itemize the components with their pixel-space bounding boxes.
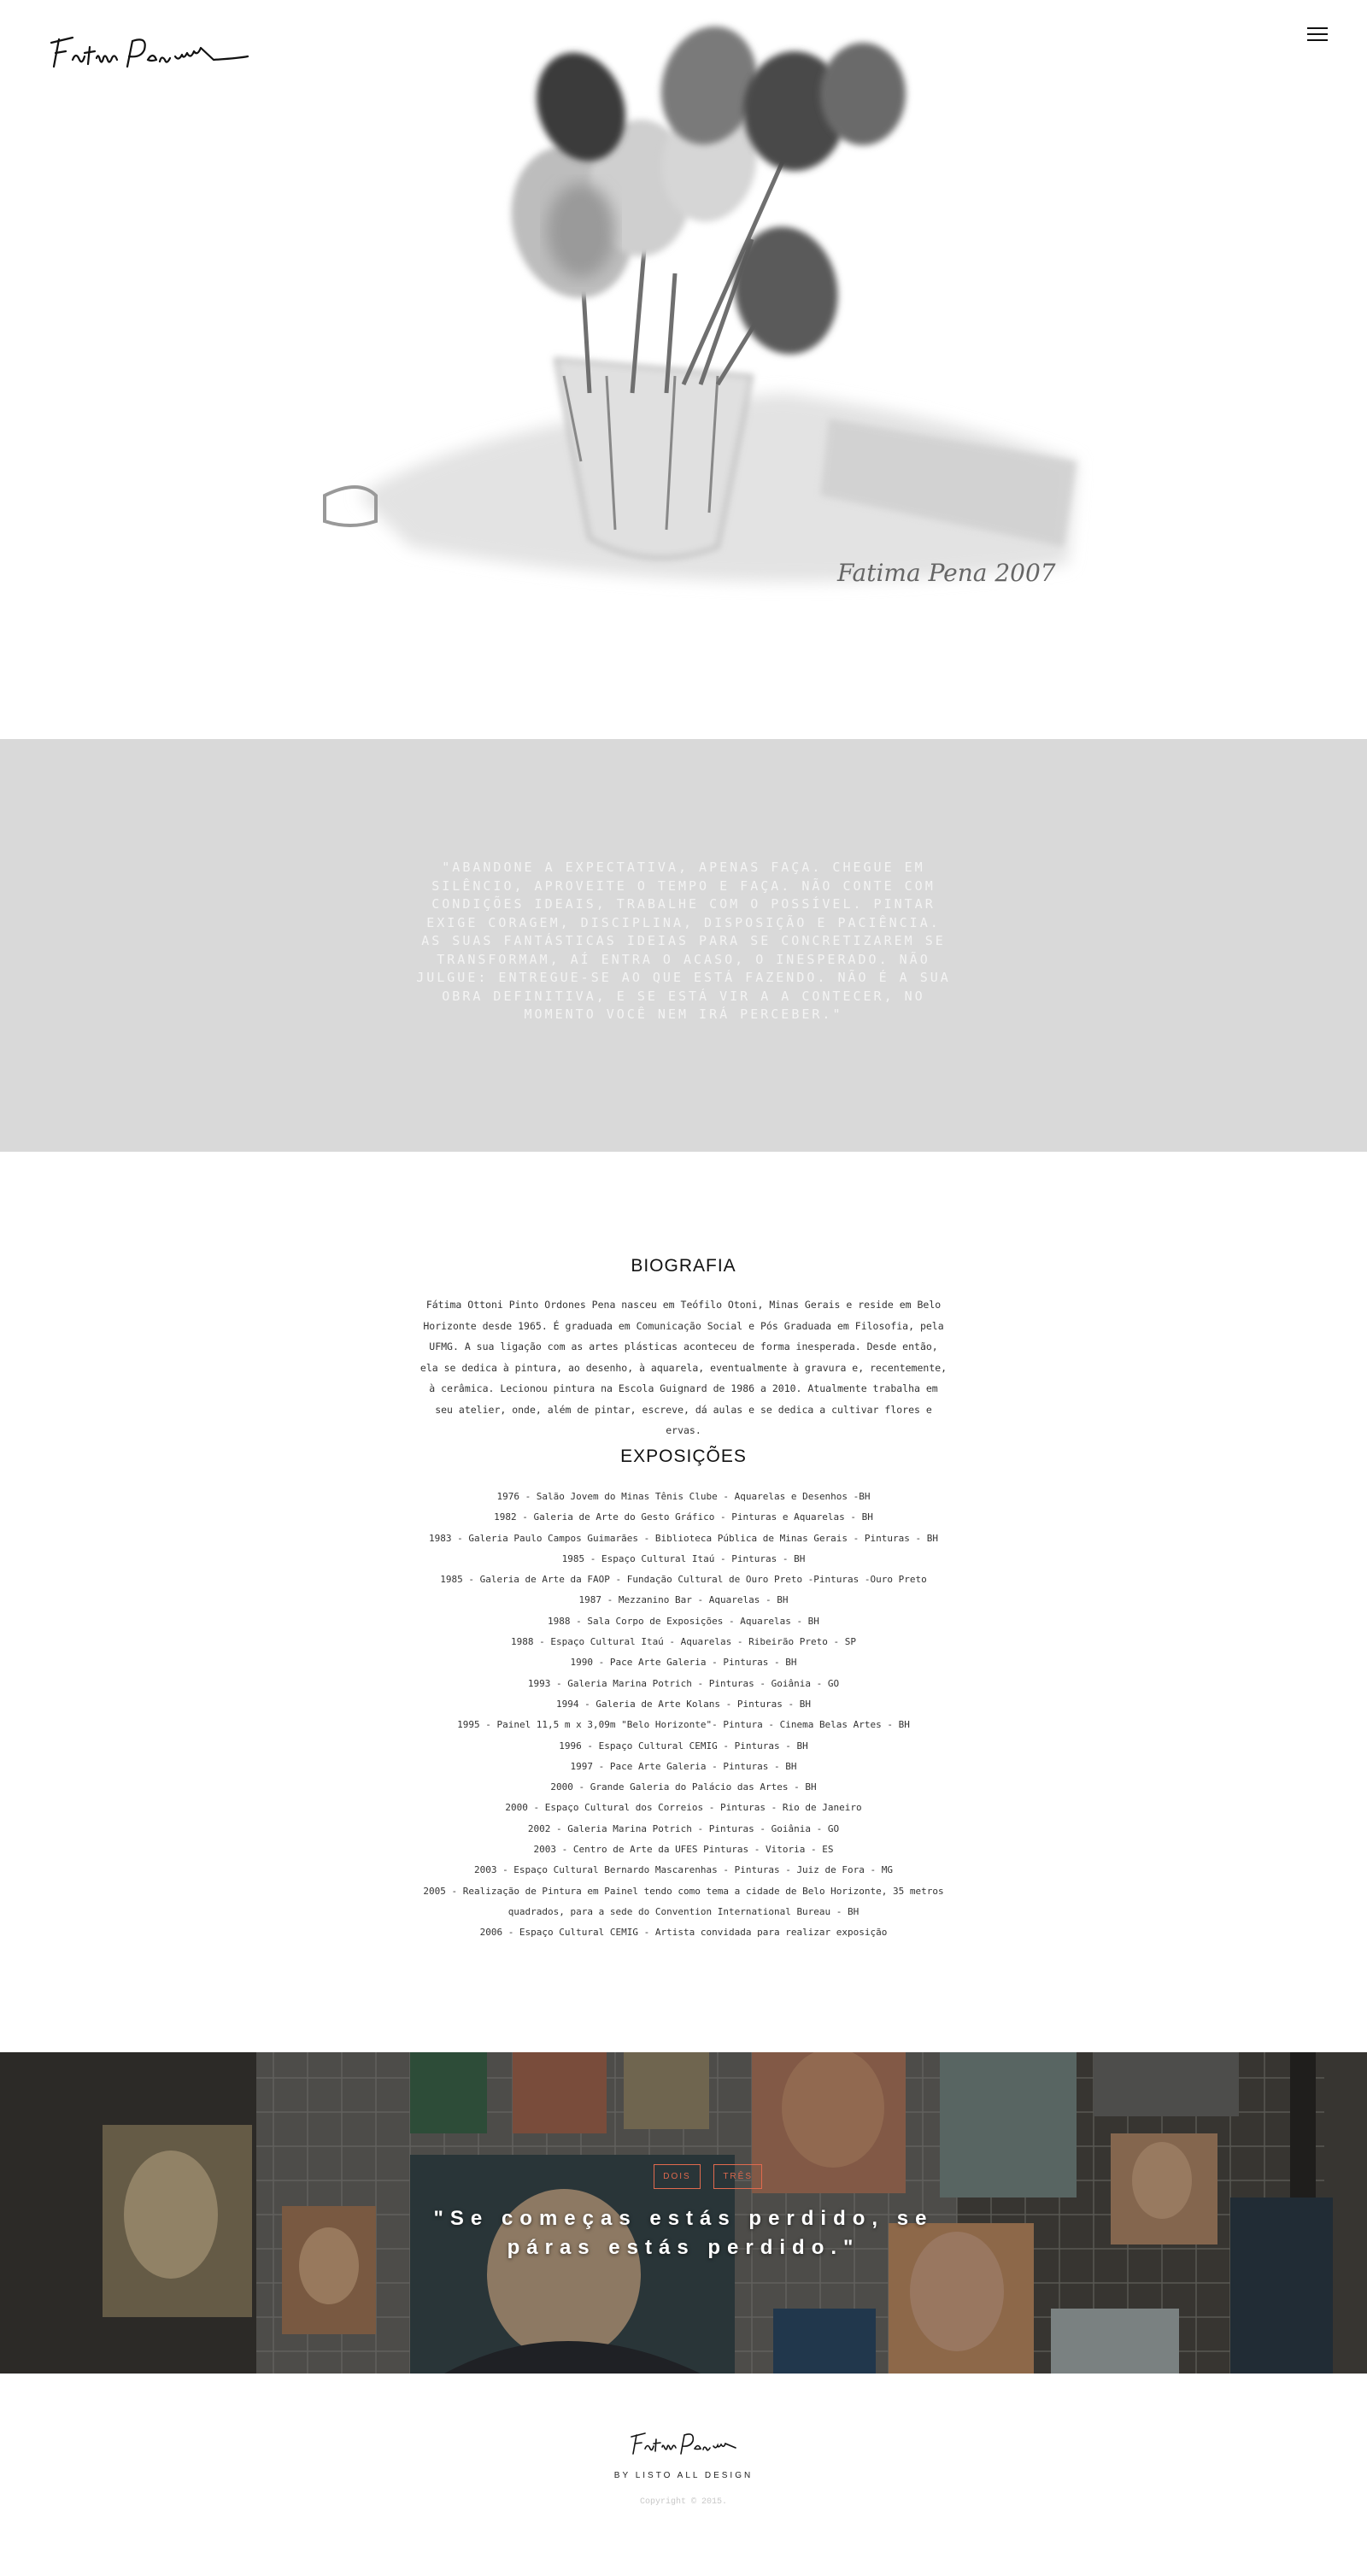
exposicoes-list <box>393 1487 974 1944</box>
list-item: 1982 - Galeria de Arte do Gesto Gráfico - Pinturas e Aquarelas - BH <box>494 1511 873 1523</box>
hamburger-line <box>1307 33 1328 35</box>
list-item: 1996 - Espaço Cultural CEMIG - Pinturas - BH <box>559 1740 808 1752</box>
tab-tres[interactable]: TRÊS <box>713 2164 762 2189</box>
site-logo[interactable] <box>47 26 252 77</box>
hamburger-line <box>1307 39 1328 41</box>
list-item: 1997 - Pace Arte Galeria - Pinturas - BH <box>570 1760 797 1772</box>
list-item: 2003 - Espaço Cultural Bernardo Mascarenhas - Pinturas - Juiz de Fora - MG <box>473 1864 894 1876</box>
biografia-heading: BIOGRAFIA <box>631 1256 736 1276</box>
hero-signature: Fatima Pena 2007 <box>837 559 1056 587</box>
exposicoes-heading: EXPOSIÇÕES <box>620 1446 747 1466</box>
footer-logo[interactable] <box>628 2425 739 2459</box>
hamburger-menu-icon <box>1307 27 1328 29</box>
list-item: 1994 - Galeria de Arte Kolans - Pinturas - BH <box>555 1698 811 1710</box>
list-item: 1987 - Mezzanino Bar - Aquarelas - BH <box>578 1594 789 1606</box>
list-item: 1985 - Galeria de Arte da FAOP - Fundação Cultural de Ouro Preto -Pinturas -Ouro Preto <box>440 1574 927 1586</box>
list-item: 2006 - Espaço Cultural CEMIG - Artista convidada para realizar exposição <box>479 1927 888 1939</box>
footer-credit[interactable]: BY LISTO ALL DESIGN <box>613 2471 754 2480</box>
gallery-tabs <box>0 2164 1367 2189</box>
list-item: 1985 - Espaço Cultural Itaú - Pinturas - BH <box>561 1552 806 1564</box>
gallery-quote: "Se começas estás perdido, se páras estás perdido." <box>433 2207 934 2259</box>
biografia-text: Fátima Ottoni Pinto Ordones Pena nasceu em Teófilo Otoni, Minas Gerais e reside em Belo Horizonte desde 1965. É graduada em Comunicação Social e Pós Graduada em Filosofia, pela UFMG. A sua ligação com as artes plásticas aconteceu de forma inesperada. Desde então, ela se dedica à pintura, ao desenho, à aquarela, eventualmente à gravura e, recentemente, à cerâmica. Lecionou pintura na Escola Guignard de 1986 a 2010. Atualmente trabalha em seu atelier, onde, além de pintar, escreve, dá aulas e se dedica a cultivar flores e ervas. <box>419 1299 948 1436</box>
list-item: 1976 - Salão Jovem do Minas Tênis Clube - Aquarelas e Desenhos -BH <box>496 1491 871 1502</box>
list-item: 1990 - Pace Arte Galeria - Pinturas - BH <box>570 1657 797 1669</box>
list-item: 2000 - Espaço Cultural dos Correios - Pinturas - Rio de Janeiro <box>505 1802 862 1814</box>
list-item: 2002 - Galeria Marina Potrich - Pinturas - Goiânia - GO <box>527 1822 840 1834</box>
list-item: 2003 - Centro de Arte da UFES Pinturas - Vitoria - ES <box>533 1844 834 1856</box>
menu-button[interactable] <box>1307 27 1328 44</box>
footer-copyright: Copyright © 2015. <box>639 2497 728 2507</box>
list-item: 1993 - Galeria Marina Potrich - Pinturas - Goiânia - GO <box>527 1677 840 1689</box>
artist-quote: "ABANDONE A EXPECTATIVA, APENAS FAÇA. CHEGUE EM SILÊNCIO, APROVEITE O TEMPO E FAÇA. NÃO CONTE COM CONDIÇÕES IDEAIS, TRABALHE COM O POSSÍVEL. PINTAR EXIGE CORAGEM, DISCIPLINA, DISPOSIÇÃO E PACIÊNCIA. AS SUAS FANTÁSTICAS IDEIAS PARA SE CONCRETIZAREM SE TRANSFORMAM, AÍ ENTRA O ACASO, O INESPERADO. NÃO JULGUE: ENTREGUE-SE AO QUE ESTÁ FAZENDO. NÃO É A SUA OBRA DEFINITIVA, E SE ESTÁ VIR A A CONTECER, NO MOMENTO VOCÊ NEM IRÁ PERCEBER." <box>416 860 951 1022</box>
list-item: 2000 - Grande Galeria do Palácio das Artes - BH <box>550 1781 817 1793</box>
list-item: 1988 - Espaço Cultural Itaú - Aquarelas - Ribeirão Preto - SP <box>511 1636 856 1648</box>
tab-dois[interactable]: DOIS <box>654 2164 700 2189</box>
list-item: 2005 - Realização de Pintura em Painel tendo como tema a cidade de Belo Horizonte, 35 metros quadrados, para a sede do Convention International Bureau - BH <box>423 1885 944 1917</box>
hero-watercolor-artwork <box>308 17 1094 607</box>
list-item: 1983 - Galeria Paulo Campos Guimarães - Biblioteca Pública de Minas Gerais - Pinturas - BH <box>428 1532 939 1544</box>
list-item: 1988 - Sala Corpo de Exposições - Aquarelas - BH <box>548 1615 819 1627</box>
tab-um[interactable] <box>605 2164 641 2189</box>
list-item: 1995 - Painel 11,5 m x 3,09m "Belo Horizonte"- Pintura - Cinema Belas Artes - BH <box>457 1719 910 1731</box>
